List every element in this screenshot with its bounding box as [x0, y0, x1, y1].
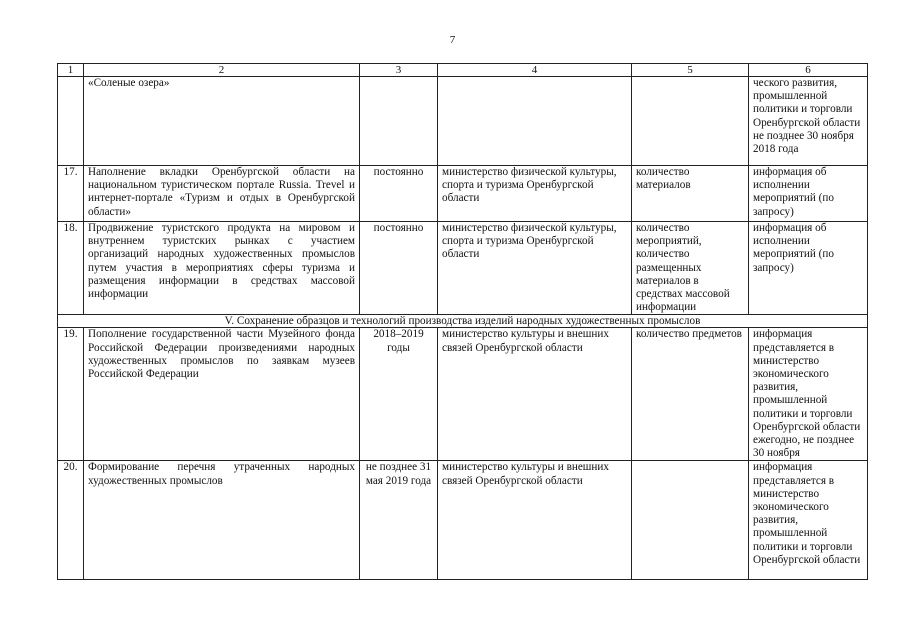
row-number: 19.	[58, 328, 84, 461]
measure-executor: министерство культуры и внешних связей Оренбургской области	[438, 328, 632, 461]
table-row	[58, 222, 868, 315]
measure-name: Продвижение туристского продукта на мировом и внутреннем туристских рынках с участием организаций народных художественных промыслов путем участия в мероприятиях сферы туризма и размещения информации в средствах массовой информации	[84, 222, 360, 315]
measure-indicator	[632, 77, 749, 166]
measure-executor	[438, 77, 632, 166]
table-header-row	[58, 64, 868, 77]
column-header: 5	[632, 64, 749, 77]
column-header: 2	[84, 64, 360, 77]
table-row	[58, 77, 868, 166]
measure-term: постоянно	[360, 222, 438, 315]
measure-report: информация об исполнении мероприятий (по запросу)	[749, 166, 868, 222]
section-row	[58, 315, 868, 328]
column-header: 3	[360, 64, 438, 77]
column-header: 1	[58, 64, 84, 77]
page-number: 7	[449, 34, 456, 46]
table-row	[58, 328, 868, 461]
measure-report: информация об исполнении мероприятий (по запросу)	[749, 222, 868, 315]
column-header: 6	[749, 64, 868, 77]
table-row	[58, 166, 868, 222]
row-number: 20.	[58, 461, 84, 580]
measure-name: Формирование перечня утраченных народных художественных промыслов	[84, 461, 360, 580]
measure-term: не позднее 31 мая 2019 года	[360, 461, 438, 580]
measure-report: ческого развития, промышленной политики и торговли Оренбургской области не позднее 30 ноября 2018 года	[749, 77, 868, 166]
measure-name: Пополнение государственной части Музейного фонда Российской Федерации произведениями народных художественных промыслов по заявкам музеев Российской Федерации	[84, 328, 360, 461]
row-number: 18.	[58, 222, 84, 315]
measure-indicator: количество материалов	[632, 166, 749, 222]
measure-executor: министерство физической культуры, спорта и туризма Оренбургской области	[438, 166, 632, 222]
measure-executor: министерство культуры и внешних связей Оренбургской области	[438, 461, 632, 580]
measure-report: информация представляется в министерство экономического развития, промышленной политики и торговли Оренбургской области	[749, 461, 868, 580]
measure-term: постоянно	[360, 166, 438, 222]
measures-table	[57, 63, 868, 580]
section-title: V. Сохранение образцов и технологий производства изделий народных художественных промыслов	[58, 315, 868, 328]
table-row	[58, 461, 868, 580]
measure-indicator: количество мероприятий, количество размещенных материалов в средствах массовой информации	[632, 222, 749, 315]
measure-name: «Соленые озера»	[84, 77, 360, 166]
row-number: 17.	[58, 166, 84, 222]
measure-term	[360, 77, 438, 166]
measure-indicator: количество предметов	[632, 328, 749, 461]
measure-report: информация представляется в министерство экономического развития, промышленной политики и торговли Оренбургской области ежегодно, не позднее 30 ноября	[749, 328, 868, 461]
measure-executor: министерство физической культуры, спорта и туризма Оренбургской области	[438, 222, 632, 315]
measure-name: Наполнение вкладки Оренбургской области на национальном туристическом портале Russia. Trevel и интернет-портале «Туризм и отдых в Оренбургской области»	[84, 166, 360, 222]
row-number	[58, 77, 84, 166]
measure-indicator	[632, 461, 749, 580]
measure-term: 2018–2019 годы	[360, 328, 438, 461]
column-header: 4	[438, 64, 632, 77]
